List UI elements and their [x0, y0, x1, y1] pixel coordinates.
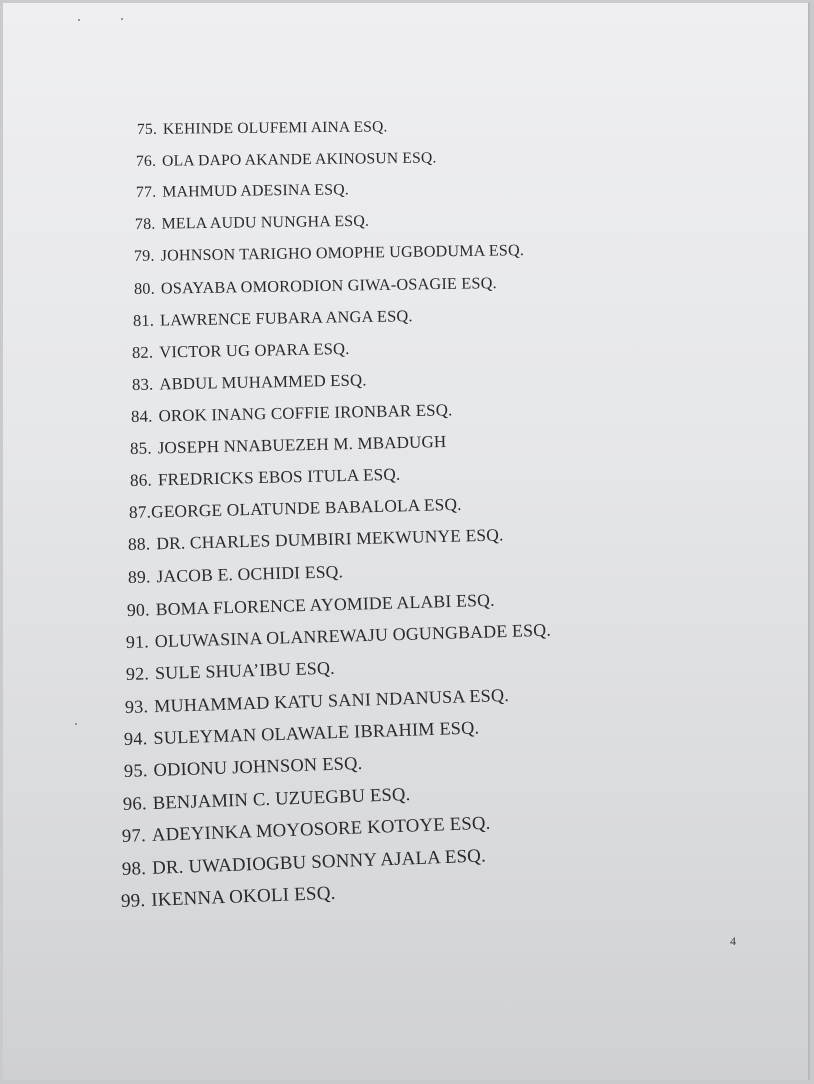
item-number: 85. [130, 438, 153, 459]
list-item [127, 589, 495, 620]
item-number: 76. [136, 152, 157, 170]
item-number: 88. [128, 534, 151, 555]
item-name: BENJAMIN C. UZUEGBU ESQ. [152, 783, 411, 814]
item-name: ABDUL MUHAMMED ESQ. [158, 370, 367, 394]
item-name: GEORGE OLATUNDE BABALOLA ESQ. [150, 495, 462, 522]
list-item [128, 526, 504, 556]
list-item [127, 562, 343, 589]
dust-speck [78, 19, 80, 21]
list-item [125, 684, 510, 717]
list-item [133, 306, 413, 331]
list-item [136, 149, 437, 170]
item-name: OLA DAPO AKANDE AKINOSUN ESQ. [162, 149, 438, 170]
dust-speck [75, 723, 77, 725]
list-item [135, 213, 369, 234]
item-number: 80. [133, 279, 155, 298]
list-item [129, 465, 400, 491]
item-number: 98. [121, 857, 147, 880]
item-name: JACOB E. OCHIDI ESQ. [155, 561, 343, 587]
item-number: 90. [126, 599, 150, 620]
item-name: SULEYMAN OLAWALE IBRAHIM ESQ. [153, 717, 480, 748]
item-number: 89. [127, 566, 151, 588]
item-name: MUHAMMAD KATU SANI NDANUSA ESQ. [153, 684, 510, 716]
item-number: 82. [132, 342, 154, 363]
list-item [123, 753, 362, 782]
list-item [131, 400, 453, 427]
item-name: MELA AUDU NUNGHA ESQ. [161, 212, 370, 233]
item-number: 92. [125, 663, 149, 685]
list-item [129, 495, 462, 523]
item-number: 81. [132, 310, 155, 331]
dust-speck [121, 18, 123, 20]
item-number: 78. [134, 215, 156, 233]
item-name: ADEYINKA MOYOSORE KOTOYE ESQ. [151, 812, 492, 847]
list-item [134, 242, 524, 266]
list-item [136, 182, 349, 203]
item-name: OSAYABA OMORODION GIWA-OSAGIE ESQ. [160, 273, 497, 298]
item-number: 79. [134, 247, 156, 265]
list-item [121, 883, 336, 913]
item-name: ODIONU JOHNSON ESQ. [152, 753, 363, 781]
item-number: 99. [120, 890, 146, 913]
item-name: JOSEPH NNABUEZEH M. MBADUGH [157, 432, 447, 458]
item-number: 94. [123, 728, 149, 749]
item-number: 97. [121, 825, 147, 848]
list-item [130, 432, 447, 459]
item-number: 95. [123, 760, 148, 782]
item-name: BOMA FLORENCE AYOMIDE ALABI ESQ. [155, 589, 495, 619]
item-number: 77. [135, 184, 157, 202]
document-page [3, 3, 810, 1080]
list-item [126, 620, 552, 653]
list-item [122, 813, 491, 848]
item-name: LAWRENCE FUBARA ANGA ESQ. [159, 306, 413, 330]
item-number: 83. [131, 374, 154, 395]
item-name: SULE SHUA’IBU ESQ. [154, 657, 335, 684]
item-name: JOHNSON TARIGHO OMOPHE UGBODUMA ESQ. [160, 241, 525, 265]
item-number: 86. [129, 470, 152, 491]
item-name: VICTOR UG OPARA ESQ. [159, 339, 351, 362]
list-item [134, 274, 497, 299]
item-name: KEHINDE OLUFEMI AINA ESQ. [162, 118, 388, 138]
list-item [121, 845, 486, 881]
page-number: 4 [730, 934, 736, 948]
item-name: DR. UWADIOGBU SONNY AJALA ESQ. [151, 845, 486, 879]
list-item [137, 118, 388, 139]
item-name: DR. CHARLES DUMBIRI MEKWUNYE ESQ. [156, 525, 505, 554]
item-number: 96. [122, 792, 148, 815]
item-name: FREDRICKS EBOS ITULA ESQ. [157, 464, 401, 490]
item-number: 91. [126, 631, 150, 652]
item-name: OLUWASINA OLANREWAJU OGUNGBADE ESQ. [154, 619, 552, 652]
item-name: OROK INANG COFFIE IRONBAR ESQ. [158, 400, 453, 426]
list-item [131, 370, 366, 395]
item-number: 75. [136, 120, 158, 138]
list-item [123, 784, 411, 816]
list-item [124, 717, 480, 750]
list-item [125, 658, 334, 685]
item-name: IKENNA OKOLI ESQ. [150, 883, 337, 912]
item-name: MAHMUD ADESINA ESQ. [161, 181, 349, 201]
item-number: 84. [130, 406, 153, 427]
item-number: 87. [128, 502, 152, 523]
item-number: 93. [124, 695, 149, 717]
list-item [132, 339, 350, 363]
